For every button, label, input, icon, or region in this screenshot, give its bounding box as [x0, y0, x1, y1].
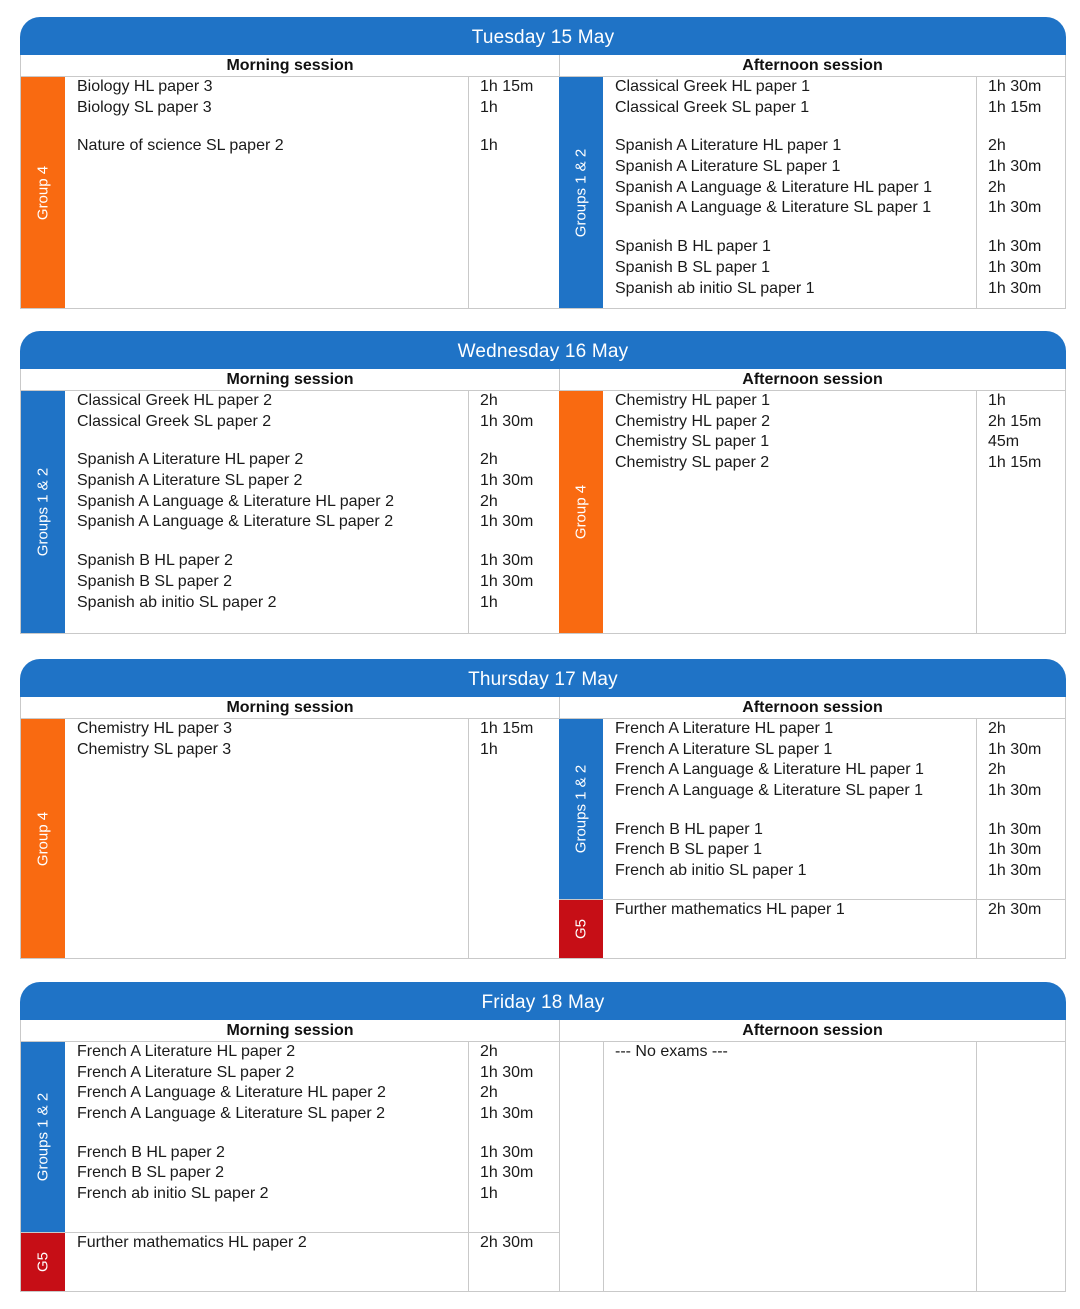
group-5-label: G5 — [21, 1233, 65, 1291]
exam-name: Spanish A Language & Literature SL paper 2 — [77, 513, 394, 531]
morning-session-header: Morning session — [226, 371, 354, 388]
exam-name: French B SL paper 2 — [77, 1164, 225, 1182]
exam-name: Spanish A Literature SL paper 1 — [615, 158, 841, 176]
exam-duration: 1h 30m — [480, 513, 534, 531]
exam-name: French ab initio SL paper 2 — [77, 1185, 269, 1203]
exam-duration: 1h 30m — [480, 1143, 534, 1161]
exam-duration: 1h 30m — [988, 78, 1042, 95]
morning-session-header: Morning session — [226, 57, 354, 74]
morning-session-header: Morning session — [226, 1022, 354, 1039]
afternoon-exam-list — [615, 391, 770, 474]
exam-name: French A Literature SL paper 1 — [615, 740, 833, 758]
exam-duration: 2h 30m — [480, 1234, 534, 1251]
exam-duration: 2h — [480, 492, 498, 510]
morning-duration-list — [480, 391, 533, 613]
exam-duration: 2h — [988, 720, 1006, 737]
afternoon-session-header: Afternoon session — [742, 699, 883, 716]
morning-exam-list — [77, 719, 232, 760]
exam-name: Nature of science SL paper 2 — [77, 137, 284, 155]
exam-duration: 1h 30m — [480, 472, 534, 490]
afternoon-g5-duration-list — [988, 900, 1041, 921]
groups-1-2-label: Groups 1 & 2 — [21, 391, 65, 633]
group-4-label: Group 4 — [21, 719, 65, 958]
exam-name: Biology SL paper 3 — [77, 98, 212, 116]
exam-name: Spanish ab initio SL paper 1 — [615, 279, 815, 297]
exam-name: French A Literature HL paper 1 — [615, 720, 834, 737]
exam-duration: 1h 30m — [988, 782, 1042, 800]
exam-name: Spanish B HL paper 2 — [77, 552, 233, 570]
exam-name: French A Language & Literature HL paper 2 — [77, 1084, 386, 1102]
day-title: Tuesday 15 May — [20, 17, 1066, 55]
day-grid — [20, 1020, 1066, 1292]
morning-g5-exam-list — [77, 1233, 307, 1254]
exam-name: Classical Greek SL paper 2 — [77, 412, 272, 430]
morning-duration-list — [480, 719, 533, 760]
exam-duration: 1h 30m — [988, 279, 1042, 297]
exam-name: French B SL paper 1 — [615, 841, 763, 859]
exam-duration: 1h 30m — [480, 1063, 534, 1081]
groups-1-2-label: Groups 1 & 2 — [559, 719, 603, 899]
exam-duration: 2h — [480, 392, 498, 409]
exam-name: Classical Greek HL paper 1 — [615, 78, 811, 95]
afternoon-session-header: Afternoon session — [742, 371, 883, 388]
exam-name: Chemistry SL paper 1 — [615, 433, 770, 451]
afternoon-duration-list — [988, 719, 1041, 882]
morning-exam-list — [77, 1042, 386, 1205]
exam-duration: 1h — [480, 1185, 498, 1203]
exam-duration: 1h 30m — [988, 258, 1042, 276]
groups-1-2-label: Groups 1 & 2 — [559, 77, 603, 308]
group-4-label: Group 4 — [559, 391, 603, 633]
exam-duration: 1h 30m — [480, 412, 534, 430]
day-friday — [20, 982, 1066, 1292]
exam-name: French A Literature HL paper 2 — [77, 1043, 296, 1060]
morning-session-header: Morning session — [226, 699, 354, 716]
day-thursday — [20, 659, 1066, 959]
exam-duration: 2h — [988, 761, 1006, 779]
day-tuesday — [20, 17, 1066, 309]
exam-name: Classical Greek SL paper 1 — [615, 98, 810, 116]
exam-name: Spanish B SL paper 2 — [77, 572, 233, 590]
exam-duration: 1h 30m — [480, 1105, 534, 1123]
exam-duration: 2h — [480, 1084, 498, 1102]
exam-name: Spanish B HL paper 1 — [615, 238, 771, 256]
exam-name: Spanish A Literature SL paper 2 — [77, 472, 303, 490]
exam-duration: 1h 15m — [480, 720, 534, 737]
day-title: Wednesday 16 May — [20, 331, 1066, 369]
afternoon-exam-list — [615, 77, 932, 299]
day-grid — [20, 369, 1066, 634]
exam-duration: 1h 30m — [480, 1164, 534, 1182]
day-wednesday — [20, 331, 1066, 634]
exam-name: Chemistry HL paper 1 — [615, 392, 771, 409]
exam-duration: 45m — [988, 433, 1020, 451]
afternoon-g5-exam-list — [615, 900, 845, 921]
exam-name: Biology HL paper 3 — [77, 78, 213, 95]
exam-duration: 1h 15m — [480, 78, 534, 95]
exam-name: Chemistry HL paper 2 — [615, 412, 771, 430]
exam-duration: 1h 15m — [988, 454, 1042, 472]
exam-name: Classical Greek HL paper 2 — [77, 392, 273, 409]
morning-g5-duration-list — [480, 1233, 533, 1254]
afternoon-duration-list — [988, 391, 1041, 474]
exam-name: Spanish A Literature HL paper 2 — [77, 451, 304, 469]
exam-duration: 1h 30m — [988, 199, 1042, 217]
exam-duration: 1h 30m — [988, 841, 1042, 859]
exam-name: Spanish A Language & Literature HL paper 1 — [615, 178, 932, 196]
exam-name: Chemistry SL paper 3 — [77, 740, 232, 758]
exam-name: Spanish A Literature HL paper 1 — [615, 137, 842, 155]
exam-name: Chemistry SL paper 2 — [615, 454, 770, 472]
exam-name: Further mathematics HL paper 1 — [615, 901, 845, 918]
afternoon-duration-list — [988, 77, 1041, 299]
exam-name: French A Language & Literature SL paper 1 — [615, 782, 924, 800]
exam-name: Spanish ab initio SL paper 2 — [77, 593, 277, 611]
exam-duration: 1h 30m — [988, 740, 1042, 758]
exam-duration: 1h — [480, 137, 498, 155]
afternoon-session-header: Afternoon session — [742, 1022, 883, 1039]
exam-duration: 2h — [480, 451, 498, 469]
exam-name: Spanish A Language & Literature SL paper 1 — [615, 199, 932, 217]
exam-duration: 2h — [988, 178, 1006, 196]
morning-duration-list — [480, 77, 533, 157]
exam-duration: 1h 30m — [988, 820, 1042, 838]
exam-duration: 1h — [988, 392, 1006, 409]
exam-name: Spanish B SL paper 1 — [615, 258, 771, 276]
exam-duration: 1h 30m — [988, 158, 1042, 176]
exam-duration: 1h — [480, 593, 498, 611]
exam-duration: 1h 15m — [988, 98, 1042, 116]
no-exams-note: --- No exams --- — [615, 1043, 728, 1060]
day-grid — [20, 697, 1066, 959]
exam-name: French A Language & Literature HL paper 1 — [615, 761, 924, 779]
groups-1-2-label: Groups 1 & 2 — [21, 1042, 65, 1232]
exam-duration: 2h — [988, 137, 1006, 155]
exam-name: Chemistry HL paper 3 — [77, 720, 233, 737]
morning-exam-list — [77, 391, 394, 613]
exam-duration: 1h 30m — [988, 862, 1042, 880]
afternoon-exam-list — [615, 1042, 728, 1063]
exam-duration: 2h — [480, 1043, 498, 1060]
morning-exam-list — [77, 77, 284, 157]
exam-duration: 1h 30m — [480, 572, 534, 590]
exam-duration: 1h 30m — [988, 238, 1042, 256]
exam-name: French B HL paper 1 — [615, 820, 763, 838]
day-title: Friday 18 May — [20, 982, 1066, 1020]
day-grid — [20, 55, 1066, 309]
exam-name: Spanish A Language & Literature HL paper 2 — [77, 492, 394, 510]
exam-name: Further mathematics HL paper 2 — [77, 1234, 307, 1251]
group-5-label: G5 — [559, 900, 603, 958]
exam-duration: 1h — [480, 98, 498, 116]
afternoon-exam-list — [615, 719, 924, 882]
exam-name: French A Language & Literature SL paper 2 — [77, 1105, 386, 1123]
exam-name: French ab initio SL paper 1 — [615, 862, 807, 880]
exam-duration: 2h 15m — [988, 412, 1042, 430]
exam-name: French A Literature SL paper 2 — [77, 1063, 295, 1081]
day-title: Thursday 17 May — [20, 659, 1066, 697]
exam-duration: 2h 30m — [988, 901, 1042, 918]
afternoon-session-header: Afternoon session — [742, 57, 883, 74]
morning-duration-list — [480, 1042, 533, 1205]
exam-duration: 1h 30m — [480, 552, 534, 570]
group-4-label: Group 4 — [21, 77, 65, 308]
exam-name: French B HL paper 2 — [77, 1143, 225, 1161]
exam-duration: 1h — [480, 740, 498, 758]
